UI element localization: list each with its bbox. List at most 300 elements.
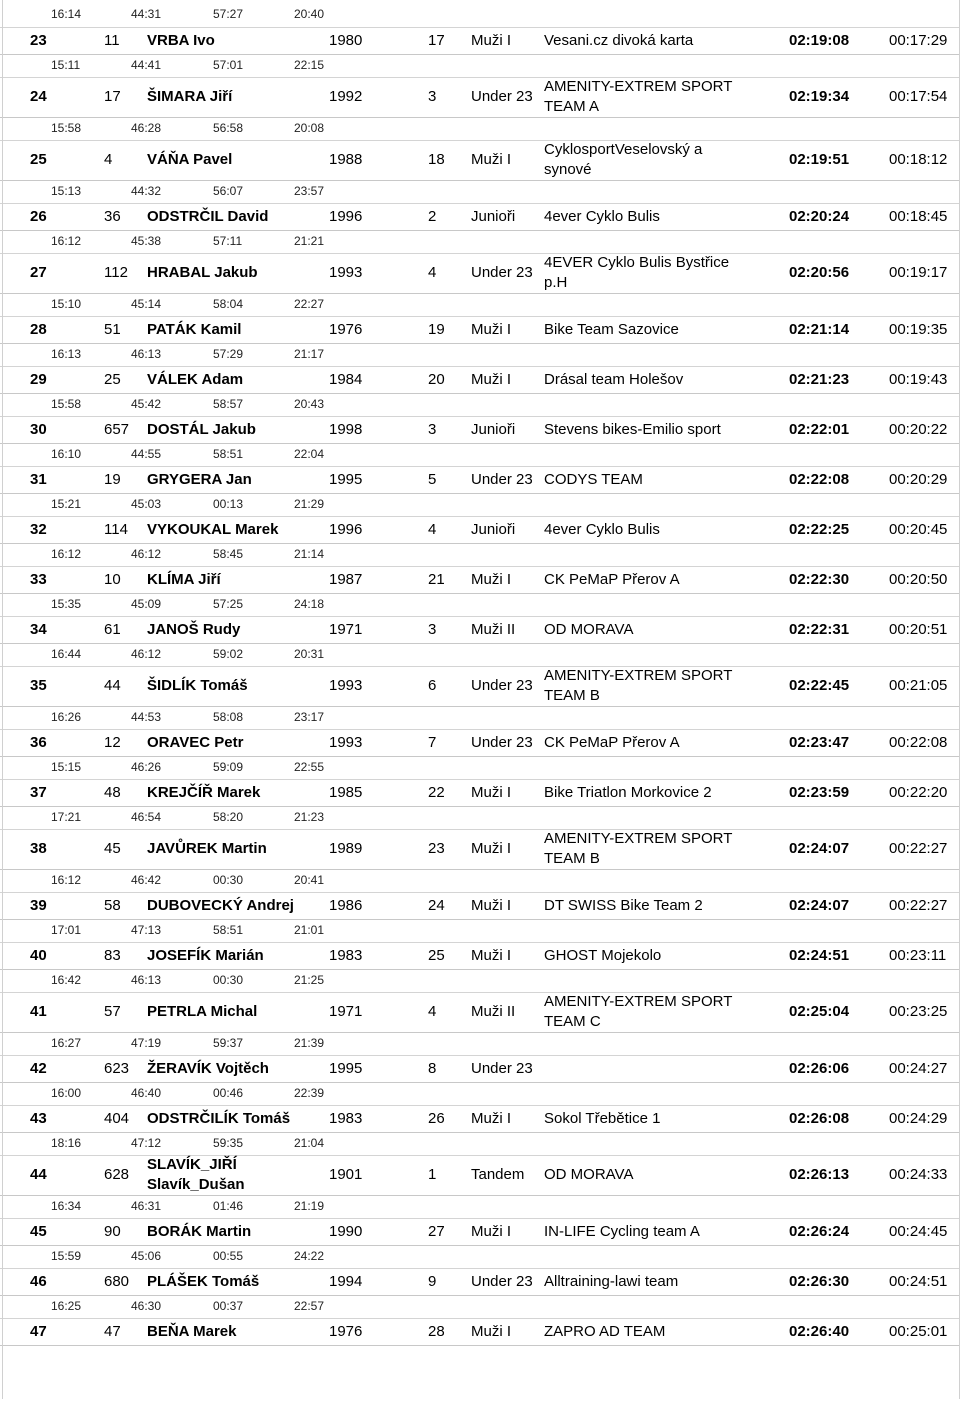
category-cell: Muži I <box>471 1109 512 1127</box>
team-cell: TEAM B <box>544 687 600 704</box>
split-time-1: 15:11 <box>51 58 81 72</box>
category-cell: Under 23 <box>471 264 533 281</box>
split-time-3: 00:55 <box>213 1249 244 1263</box>
category-cell: Muži I <box>471 1322 512 1340</box>
bib-number-cell: 36 <box>104 207 121 225</box>
split-time-1: 18:16 <box>51 1136 82 1150</box>
split-time-3: 56:07 <box>213 184 244 198</box>
team-cell: DT SWISS Bike Team 2 <box>544 896 703 914</box>
category-rank-cell: 1 <box>428 1166 437 1183</box>
result-row <box>0 253 960 294</box>
split-time-4: 21:29 <box>294 497 325 511</box>
result-row <box>0 829 960 870</box>
category-cell: Muži II <box>471 1003 516 1020</box>
rank-cell: 41 <box>30 1003 47 1020</box>
rank-cell: 36 <box>30 733 47 751</box>
split-time-3: 00:30 <box>213 973 244 987</box>
split-row <box>0 230 960 254</box>
category-rank-cell: 23 <box>428 840 445 857</box>
split-time-3: 00:13 <box>213 497 244 511</box>
split-time-2: 46:13 <box>131 347 162 361</box>
bib-number-cell: 657 <box>104 420 130 438</box>
bib-number-cell: 10 <box>104 570 121 588</box>
rider-name-cell: HRABAL Jakub <box>147 264 258 281</box>
split-row <box>0 1132 960 1156</box>
birth-year-cell: 1901 <box>329 1166 363 1183</box>
category-rank-cell: 25 <box>428 946 445 964</box>
birth-year-cell: 1971 <box>329 620 363 638</box>
bib-number-cell: 12 <box>104 733 121 751</box>
rider-name-cell: DUBOVECKÝ Andrej <box>147 896 294 914</box>
category-cell: Under 23 <box>471 733 533 751</box>
category-rank-cell: 19 <box>428 320 445 338</box>
category-rank-cell: 27 <box>428 1222 445 1240</box>
split-time-3: 58:57 <box>213 397 244 411</box>
split-time-2: 47:12 <box>131 1136 162 1150</box>
birth-year-cell: 1983 <box>329 946 363 964</box>
category-cell: Muži I <box>471 946 512 964</box>
split-time-1: 16:34 <box>51 1199 82 1213</box>
category-rank-cell: 3 <box>428 420 437 438</box>
rider-name-cell: VYKOUKAL Marek <box>147 520 279 538</box>
result-row <box>0 27 960 55</box>
bib-number-cell: 11 <box>104 31 120 49</box>
rank-cell: 33 <box>30 570 47 588</box>
split-row <box>0 1082 960 1106</box>
split-time-4: 24:22 <box>294 1249 325 1263</box>
finish-time-cell: 02:22:25 <box>789 520 850 538</box>
rank-cell: 42 <box>30 1059 47 1077</box>
rank-cell: 44 <box>30 1166 47 1183</box>
time-gap-cell: 00:23:25 <box>889 1003 948 1020</box>
category-rank-cell: 2 <box>428 207 437 225</box>
birth-year-cell: 1990 <box>329 1222 363 1240</box>
birth-year-cell: 1985 <box>329 783 363 801</box>
split-time-1: 16:00 <box>51 1086 82 1100</box>
time-gap-cell: 00:24:51 <box>889 1272 948 1290</box>
time-gap-cell: 00:22:20 <box>889 783 948 801</box>
category-cell: Muži I <box>471 570 512 588</box>
result-row <box>0 1268 960 1296</box>
split-time-1: 15:59 <box>51 1249 82 1263</box>
bib-number-cell: 58 <box>104 896 121 914</box>
split-time-2: 45:42 <box>131 397 162 411</box>
team-cell: CyklosportVeselovský a <box>544 141 703 158</box>
bib-number-cell: 623 <box>104 1059 130 1077</box>
team-cell: CODYS TEAM <box>544 470 643 488</box>
split-time-2: 44:31 <box>131 7 162 21</box>
finish-time-cell: 02:22:30 <box>789 570 850 588</box>
split-row <box>0 393 960 417</box>
team-cell: Stevens bikes-Emilio sport <box>544 420 721 438</box>
result-row <box>0 666 960 707</box>
bib-number-cell: 25 <box>104 370 121 388</box>
birth-year-cell: 1983 <box>329 1109 363 1127</box>
split-row <box>0 706 960 730</box>
finish-time-cell: 02:20:56 <box>789 264 850 281</box>
team-cell: TEAM A <box>544 98 600 115</box>
category-rank-cell: 3 <box>428 620 437 638</box>
team-cell: AMENITY-EXTREM SPORT <box>544 993 733 1010</box>
rank-cell: 28 <box>30 320 47 338</box>
split-time-1: 16:27 <box>51 1036 82 1050</box>
bib-number-cell: 48 <box>104 783 121 801</box>
result-row <box>0 616 960 644</box>
rank-cell: 24 <box>30 88 47 105</box>
rank-cell: 37 <box>30 783 47 801</box>
time-gap-cell: 00:20:50 <box>889 570 948 588</box>
result-row <box>0 1218 960 1246</box>
split-time-4: 21:19 <box>294 1199 325 1213</box>
split-time-1: 16:44 <box>51 647 82 661</box>
split-time-4: 21:17 <box>294 347 325 361</box>
split-time-1: 16:14 <box>51 7 82 21</box>
finish-time-cell: 02:25:04 <box>789 1003 850 1020</box>
birth-year-cell: 1993 <box>329 733 363 751</box>
category-cell: Under 23 <box>471 1272 533 1290</box>
category-cell: Muži I <box>471 320 512 338</box>
split-time-3: 56:58 <box>213 121 244 135</box>
birth-year-cell: 1988 <box>329 151 363 168</box>
split-time-3: 59:09 <box>213 760 244 774</box>
time-gap-cell: 00:22:27 <box>889 840 948 857</box>
split-time-4: 22:39 <box>294 1086 325 1100</box>
rank-cell: 34 <box>30 620 47 638</box>
team-cell: ZAPRO AD TEAM <box>544 1322 666 1340</box>
split-time-4: 21:04 <box>294 1136 325 1150</box>
rank-cell: 26 <box>30 207 47 225</box>
rider-name-cell: VRBA Ivo <box>147 31 215 49</box>
category-cell: Under 23 <box>471 470 533 488</box>
team-cell: TEAM B <box>544 850 600 867</box>
rider-name-cell: Slavík_Dušan <box>147 1176 245 1193</box>
team-cell: 4ever Cyklo Bulis <box>544 520 660 538</box>
split-row <box>0 443 960 467</box>
split-time-4: 20:40 <box>294 7 325 21</box>
split-time-4: 21:01 <box>294 923 325 937</box>
finish-time-cell: 02:22:08 <box>789 470 850 488</box>
result-row <box>0 729 960 757</box>
category-cell: Muži I <box>471 896 512 914</box>
split-row <box>0 293 960 317</box>
category-cell: Muži I <box>471 783 512 801</box>
bib-number-cell: 628 <box>104 1166 130 1183</box>
rider-name-cell: JANOŠ Rudy <box>147 620 241 638</box>
category-cell: Junioři <box>471 420 516 438</box>
result-row <box>0 1318 960 1346</box>
result-row <box>0 416 960 444</box>
split-time-3: 59:37 <box>213 1036 244 1050</box>
time-gap-cell: 00:17:29 <box>889 31 948 49</box>
bib-number-cell: 19 <box>104 470 121 488</box>
split-time-4: 23:17 <box>294 710 325 724</box>
split-time-1: 15:13 <box>51 184 82 198</box>
result-row <box>0 992 960 1033</box>
split-time-2: 47:19 <box>131 1036 162 1050</box>
split-time-3: 58:04 <box>213 297 244 311</box>
split-time-1: 16:25 <box>51 1299 82 1313</box>
finish-time-cell: 02:20:24 <box>789 207 850 225</box>
category-cell: Junioři <box>471 207 516 225</box>
rank-cell: 47 <box>30 1322 47 1340</box>
time-gap-cell: 00:21:05 <box>889 677 948 694</box>
finish-time-cell: 02:19:51 <box>789 151 850 168</box>
split-row <box>0 643 960 667</box>
category-rank-cell: 6 <box>428 677 437 694</box>
split-time-1: 16:42 <box>51 973 82 987</box>
split-time-3: 58:51 <box>213 923 244 937</box>
team-cell: AMENITY-EXTREM SPORT <box>544 667 733 684</box>
rank-cell: 43 <box>30 1109 47 1127</box>
category-rank-cell: 28 <box>428 1322 445 1340</box>
rider-name-cell: VÁŇA Pavel <box>147 151 233 168</box>
split-time-3: 59:02 <box>213 647 244 661</box>
category-rank-cell: 3 <box>428 88 437 105</box>
birth-year-cell: 1984 <box>329 370 363 388</box>
bib-number-cell: 47 <box>104 1322 121 1340</box>
time-gap-cell: 00:17:54 <box>889 88 948 105</box>
split-time-1: 15:10 <box>51 297 82 311</box>
birth-year-cell: 1996 <box>329 520 363 538</box>
split-time-3: 58:08 <box>213 710 244 724</box>
rank-cell: 30 <box>30 420 47 438</box>
split-time-4: 20:43 <box>294 397 325 411</box>
finish-time-cell: 02:22:01 <box>789 420 850 438</box>
result-row <box>0 366 960 394</box>
rank-cell: 32 <box>30 520 47 538</box>
rank-cell: 29 <box>30 370 47 388</box>
team-cell: CK PeMaP Přerov A <box>544 733 680 751</box>
finish-time-cell: 02:26:30 <box>789 1272 850 1290</box>
split-row <box>0 869 960 893</box>
split-time-1: 15:21 <box>51 497 82 511</box>
birth-year-cell: 1998 <box>329 420 363 438</box>
split-row <box>0 1295 960 1319</box>
split-time-4: 21:14 <box>294 547 325 561</box>
split-time-4: 22:15 <box>294 58 325 72</box>
rider-name-cell: BEŇA Marek <box>147 1322 237 1340</box>
rider-name-cell: ODSTRČIL David <box>147 207 269 225</box>
category-rank-cell: 20 <box>428 370 445 388</box>
team-cell: Drásal team Holešov <box>544 370 684 388</box>
split-time-4: 21:25 <box>294 973 325 987</box>
category-cell: Muži I <box>471 31 512 49</box>
category-rank-cell: 8 <box>428 1059 437 1077</box>
finish-time-cell: 02:23:47 <box>789 733 850 751</box>
result-row <box>0 516 960 544</box>
finish-time-cell: 02:21:23 <box>789 370 850 388</box>
split-time-2: 46:12 <box>131 547 162 561</box>
split-time-2: 46:40 <box>131 1086 162 1100</box>
split-row <box>0 117 960 141</box>
split-time-1: 16:12 <box>51 873 82 887</box>
bib-number-cell: 112 <box>104 264 128 281</box>
rider-name-cell: VÁLEK Adam <box>147 370 244 388</box>
team-cell: TEAM C <box>544 1013 601 1030</box>
time-gap-cell: 00:24:33 <box>889 1166 948 1183</box>
category-rank-cell: 5 <box>428 470 437 488</box>
split-row <box>0 4 960 28</box>
split-time-1: 15:58 <box>51 121 82 135</box>
split-time-3: 57:29 <box>213 347 244 361</box>
rider-name-cell: ODSTRČILÍK Tomáš <box>147 1109 291 1127</box>
category-rank-cell: 17 <box>428 31 445 49</box>
rank-cell: 31 <box>30 470 47 488</box>
team-cell: CK PeMaP Přerov A <box>544 570 680 588</box>
result-row <box>0 1055 960 1083</box>
rank-cell: 46 <box>30 1272 47 1290</box>
result-row <box>0 892 960 920</box>
bib-number-cell: 680 <box>104 1272 130 1290</box>
team-cell: Sokol Třebětice 1 <box>544 1109 661 1127</box>
rider-name-cell: PLÁŠEK Tomáš <box>147 1272 260 1290</box>
rank-cell: 39 <box>30 896 47 914</box>
team-cell: IN-LIFE Cycling team A <box>544 1222 700 1240</box>
category-cell: Junioři <box>471 520 516 538</box>
finish-time-cell: 02:26:40 <box>789 1322 850 1340</box>
finish-time-cell: 02:19:34 <box>789 88 850 105</box>
split-time-3: 57:25 <box>213 597 244 611</box>
split-row <box>0 1032 960 1056</box>
split-time-1: 17:21 <box>51 810 82 824</box>
birth-year-cell: 1987 <box>329 570 363 588</box>
rank-cell: 25 <box>30 151 47 168</box>
rider-name-cell: JAVŮREK Martin <box>147 840 267 857</box>
finish-time-cell: 02:19:08 <box>789 31 850 49</box>
team-cell: GHOST Mojekolo <box>544 946 662 964</box>
split-time-4: 21:39 <box>294 1036 325 1050</box>
finish-time-cell: 02:24:51 <box>789 946 850 964</box>
time-gap-cell: 00:20:22 <box>889 420 948 438</box>
time-gap-cell: 00:18:12 <box>889 151 948 168</box>
time-gap-cell: 00:22:27 <box>889 896 948 914</box>
time-gap-cell: 00:19:17 <box>889 264 948 281</box>
split-time-3: 58:51 <box>213 447 244 461</box>
bib-number-cell: 51 <box>104 320 121 338</box>
rank-cell: 38 <box>30 840 47 857</box>
time-gap-cell: 00:22:08 <box>889 733 948 751</box>
team-cell: AMENITY-EXTREM SPORT <box>544 78 733 95</box>
split-time-2: 46:26 <box>131 760 162 774</box>
split-time-2: 45:09 <box>131 597 162 611</box>
finish-time-cell: 02:23:59 <box>789 783 850 801</box>
split-time-2: 44:41 <box>131 58 162 72</box>
split-time-4: 21:23 <box>294 810 325 824</box>
category-cell: Muži I <box>471 840 512 857</box>
split-time-4: 22:04 <box>294 447 325 461</box>
split-row <box>0 543 960 567</box>
time-gap-cell: 00:18:45 <box>889 207 948 225</box>
rank-cell: 23 <box>30 31 47 49</box>
split-row <box>0 54 960 78</box>
bib-number-cell: 61 <box>104 620 121 638</box>
split-time-4: 22:55 <box>294 760 325 774</box>
category-rank-cell: 4 <box>428 264 437 281</box>
time-gap-cell: 00:23:11 <box>889 946 947 964</box>
split-time-3: 57:01 <box>213 58 244 72</box>
split-time-4: 21:21 <box>294 234 325 248</box>
category-cell: Under 23 <box>471 88 533 105</box>
rider-name-cell: PETRLA Michal <box>147 1003 258 1020</box>
rank-cell: 27 <box>30 264 47 281</box>
team-cell: OD MORAVA <box>544 620 634 638</box>
category-cell: Under 23 <box>471 1059 533 1077</box>
category-cell: Muži II <box>471 620 516 638</box>
split-time-4: 23:57 <box>294 184 325 198</box>
birth-year-cell: 1993 <box>329 264 363 281</box>
birth-year-cell: 1980 <box>329 31 363 49</box>
split-time-2: 44:55 <box>131 447 162 461</box>
finish-time-cell: 02:22:45 <box>789 677 850 694</box>
category-rank-cell: 24 <box>428 896 445 914</box>
category-cell: Muži I <box>471 151 512 168</box>
split-time-1: 15:35 <box>51 597 82 611</box>
time-gap-cell: 00:25:01 <box>889 1322 948 1340</box>
split-row <box>0 756 960 780</box>
bib-number-cell: 17 <box>104 88 121 105</box>
split-time-3: 57:27 <box>213 7 244 21</box>
category-cell: Muži I <box>471 370 512 388</box>
bib-number-cell: 4 <box>104 151 113 168</box>
bib-number-cell: 404 <box>104 1109 130 1127</box>
category-rank-cell: 18 <box>428 151 445 168</box>
split-time-1: 16:26 <box>51 710 82 724</box>
birth-year-cell: 1993 <box>329 677 363 694</box>
category-rank-cell: 4 <box>428 520 437 538</box>
rider-name-cell: GRYGERA Jan <box>147 470 252 488</box>
result-row <box>0 140 960 181</box>
rider-name-cell: BORÁK Martin <box>147 1222 252 1240</box>
result-row <box>0 566 960 594</box>
bib-number-cell: 83 <box>104 946 121 964</box>
split-time-3: 57:11 <box>213 234 243 248</box>
finish-time-cell: 02:22:31 <box>789 620 850 638</box>
split-time-2: 45:03 <box>131 497 162 511</box>
split-time-4: 24:18 <box>294 597 325 611</box>
category-rank-cell: 9 <box>428 1272 437 1290</box>
finish-time-cell: 02:24:07 <box>789 840 850 857</box>
finish-time-cell: 02:26:06 <box>789 1059 850 1077</box>
team-cell: 4EVER Cyklo Bulis Bystřice <box>544 254 730 271</box>
split-row <box>0 806 960 830</box>
category-rank-cell: 4 <box>428 1003 437 1020</box>
split-time-2: 45:14 <box>131 297 162 311</box>
split-row <box>0 180 960 204</box>
split-time-2: 45:06 <box>131 1249 162 1263</box>
birth-year-cell: 1996 <box>329 207 363 225</box>
rider-name-cell: ŠIDLÍK Tomáš <box>147 677 248 694</box>
split-time-3: 58:20 <box>213 810 244 824</box>
split-time-1: 16:12 <box>51 234 82 248</box>
split-time-2: 44:32 <box>131 184 162 198</box>
bib-number-cell: 45 <box>104 840 121 857</box>
birth-year-cell: 1976 <box>329 1322 363 1340</box>
split-row <box>0 593 960 617</box>
split-time-4: 20:41 <box>294 873 325 887</box>
split-time-3: 00:30 <box>213 873 244 887</box>
split-time-3: 01:46 <box>213 1199 244 1213</box>
finish-time-cell: 02:24:07 <box>789 896 850 914</box>
split-time-3: 00:46 <box>213 1086 244 1100</box>
split-time-4: 20:31 <box>294 647 325 661</box>
split-time-2: 45:38 <box>131 234 162 248</box>
team-cell: AMENITY-EXTREM SPORT <box>544 830 733 847</box>
bib-number-cell: 44 <box>104 677 121 694</box>
rider-name-cell: ŽERAVÍK Vojtěch <box>147 1059 269 1077</box>
birth-year-cell: 1986 <box>329 896 363 914</box>
birth-year-cell: 1995 <box>329 1059 363 1077</box>
finish-time-cell: 02:26:08 <box>789 1109 850 1127</box>
